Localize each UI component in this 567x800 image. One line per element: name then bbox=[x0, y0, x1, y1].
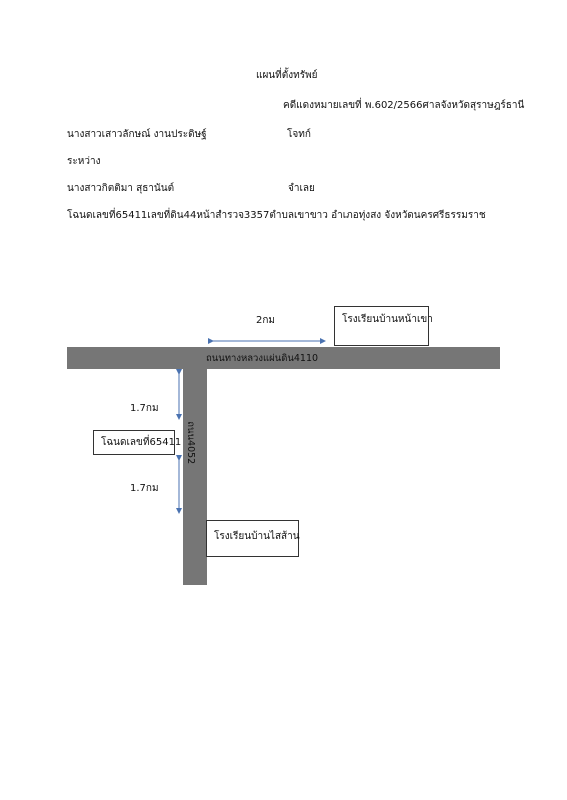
school-ban-na-khao-box: โรงเรียนบ้านหน้าเขา bbox=[334, 306, 429, 346]
deed-location-box: โฉนดเลขที่65411 bbox=[93, 430, 175, 455]
highway-4110-label: ถนนทางหลวงแผ่นดิน4110 bbox=[206, 353, 319, 364]
plaintiff-role: โจทก์ bbox=[287, 129, 311, 140]
defendant-name: นางสาวกิตติมา สุธานันต์ bbox=[67, 183, 175, 194]
defendant-role: จำเลย bbox=[288, 183, 315, 194]
document-title: แผนที่ตั้งทรัพย์ bbox=[256, 70, 318, 81]
plaintiff-name: นางสาวเสาวลักษณ์ งานประดิษฐ์ bbox=[67, 129, 207, 140]
between-label: ระหว่าง bbox=[67, 156, 101, 167]
case-number: คดีแดงหมายเลขที่ พ.602/2566ศาลจังหวัดสุราษฎร์ธานี bbox=[283, 100, 525, 111]
distance-upper-label: 1.7กม bbox=[130, 403, 159, 414]
distance-top-label: 2กม bbox=[256, 315, 276, 326]
road-4052-label: ถนน4052 bbox=[185, 421, 197, 465]
school-ban-sai-san-box: โรงเรียนบ้านไสส้าน bbox=[206, 520, 299, 557]
deed-details: โฉนดเลขที่65411เลขที่ดิน44หน้าสำรวจ3357ตำบลเขาขาว อำเภอทุ่งสง จังหวัดนครศรีธรรมราช bbox=[67, 210, 486, 221]
distance-lower-label: 1.7กม bbox=[130, 483, 159, 494]
